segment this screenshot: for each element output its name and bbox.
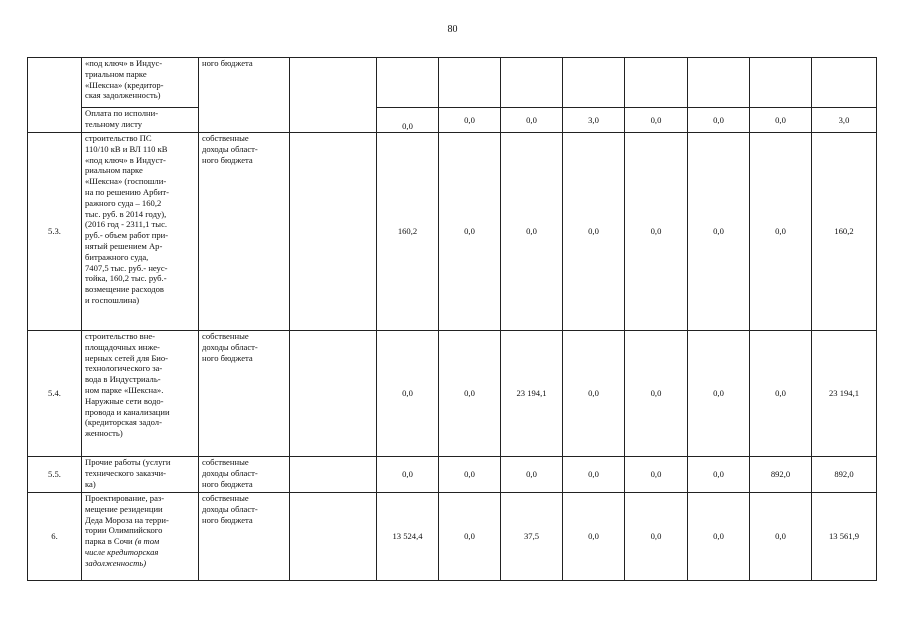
value-cell: 0,0 xyxy=(688,493,750,581)
value-cell: 0,0 xyxy=(750,133,812,331)
value-cell: 0,0 xyxy=(439,133,501,331)
value-cell xyxy=(501,58,563,108)
table-row xyxy=(28,133,877,331)
value-cell: 37,5 xyxy=(501,493,563,581)
blank-cell xyxy=(290,493,377,581)
value-cell xyxy=(812,58,877,108)
funding-source: ного бюджета xyxy=(199,58,290,133)
value-cell: 3,0 xyxy=(812,108,877,133)
value-cell: 0,0 xyxy=(750,331,812,457)
value-cell: 0,0 xyxy=(625,108,688,133)
row-index: 5.4. xyxy=(28,331,82,457)
blank-cell xyxy=(290,58,377,133)
value-cell xyxy=(625,58,688,108)
value-cell: 0,0 xyxy=(750,493,812,581)
value-cell: 0,0 xyxy=(625,133,688,331)
row-description-note: (в том числе кредиторская задолженность) xyxy=(85,536,160,568)
value-cell: 0,0 xyxy=(563,331,625,457)
value-cell: 0,0 xyxy=(625,493,688,581)
row-description: Прочие работы (услуги технического заказчи- ка) xyxy=(82,457,199,493)
value-cell: 0,0 xyxy=(625,457,688,493)
table-row xyxy=(28,331,877,457)
value-cell: 0,0 xyxy=(377,108,439,133)
row-index: 5.5. xyxy=(28,457,82,493)
value-cell: 23 194,1 xyxy=(812,331,877,457)
blank-cell xyxy=(290,457,377,493)
row-description: строительство ПС 110/10 кВ и ВЛ 110 кВ «под ключ» в Индуст- риальном парке «Шексна» (госпошли- на по решению Арбит- ражного суда – 160,2 тыс. руб. в 2014 году), (2016 год - 2311,1 тыс. руб.- объем работ при- нятый решением Ар- битражного суда, 7407,5 тыс. руб.- неус- тойка, 160,2 тыс. руб.- возмещение расходов и госпошлина) xyxy=(82,133,199,331)
value-cell: 0,0 xyxy=(688,457,750,493)
value-cell: 0,0 xyxy=(688,108,750,133)
value-cell: 0,0 xyxy=(688,133,750,331)
value-cell xyxy=(439,58,501,108)
row-index xyxy=(28,58,82,133)
value-cell: 0,0 xyxy=(625,331,688,457)
table-row xyxy=(28,457,877,493)
funding-source: собственные доходы област- ного бюджета xyxy=(199,493,290,581)
value-cell: 0,0 xyxy=(439,108,501,133)
value-cell: 13 524,4 xyxy=(377,493,439,581)
value-cell xyxy=(750,58,812,108)
value-cell: 0,0 xyxy=(750,108,812,133)
value-cell: 0,0 xyxy=(563,133,625,331)
value-cell: 3,0 xyxy=(563,108,625,133)
page-number: 80 xyxy=(447,24,458,35)
value-cell: 0,0 xyxy=(439,457,501,493)
value-cell: 160,2 xyxy=(812,133,877,331)
value-cell: 23 194,1 xyxy=(501,331,563,457)
row-description: строительство вне- площадочных инже- нерных сетей для Био- технологического за- вода в Индустриаль- ном парке «Шексна». Наружные сети водо- провода и канализации (кредиторская задол- женность) xyxy=(82,331,199,457)
value-cell: 0,0 xyxy=(563,493,625,581)
row-description-text: Проектирование, раз- мещение резиденции Деда Мороза на терри- тории Олимпийского парка в Сочи xyxy=(85,493,169,547)
blank-cell xyxy=(290,331,377,457)
row-description: «под ключ» в Индус- триальном парке «Шексна» (кредитор- ская задолженность) xyxy=(82,58,199,108)
funding-source: собственные доходы област- ного бюджета xyxy=(199,457,290,493)
funding-source: собственные доходы област- ного бюджета xyxy=(199,331,290,457)
value-cell xyxy=(377,58,439,108)
value-cell: 0,0 xyxy=(439,493,501,581)
value-cell: 892,0 xyxy=(812,457,877,493)
row-description xyxy=(82,493,199,581)
row-description: Оплата по исполни- тельному листу xyxy=(82,108,199,133)
row-index: 5.3. xyxy=(28,133,82,331)
value-cell xyxy=(688,58,750,108)
table-row xyxy=(28,58,877,108)
value-cell: 0,0 xyxy=(501,108,563,133)
table-row xyxy=(28,108,877,133)
value-cell xyxy=(563,58,625,108)
value-cell: 0,0 xyxy=(439,331,501,457)
value-cell: 160,2 xyxy=(377,133,439,331)
value-cell: 13 561,9 xyxy=(812,493,877,581)
funding-source: собственные доходы област- ного бюджета xyxy=(199,133,290,331)
value-cell: 0,0 xyxy=(377,457,439,493)
blank-cell xyxy=(290,133,377,331)
value-cell: 892,0 xyxy=(750,457,812,493)
row-index: 6. xyxy=(28,493,82,581)
value-cell: 0,0 xyxy=(688,331,750,457)
value-cell: 0,0 xyxy=(501,457,563,493)
value-cell: 0,0 xyxy=(501,133,563,331)
value-cell: 0,0 xyxy=(377,331,439,457)
value-cell: 0,0 xyxy=(563,457,625,493)
budget-table xyxy=(27,57,877,581)
table-row xyxy=(28,493,877,581)
